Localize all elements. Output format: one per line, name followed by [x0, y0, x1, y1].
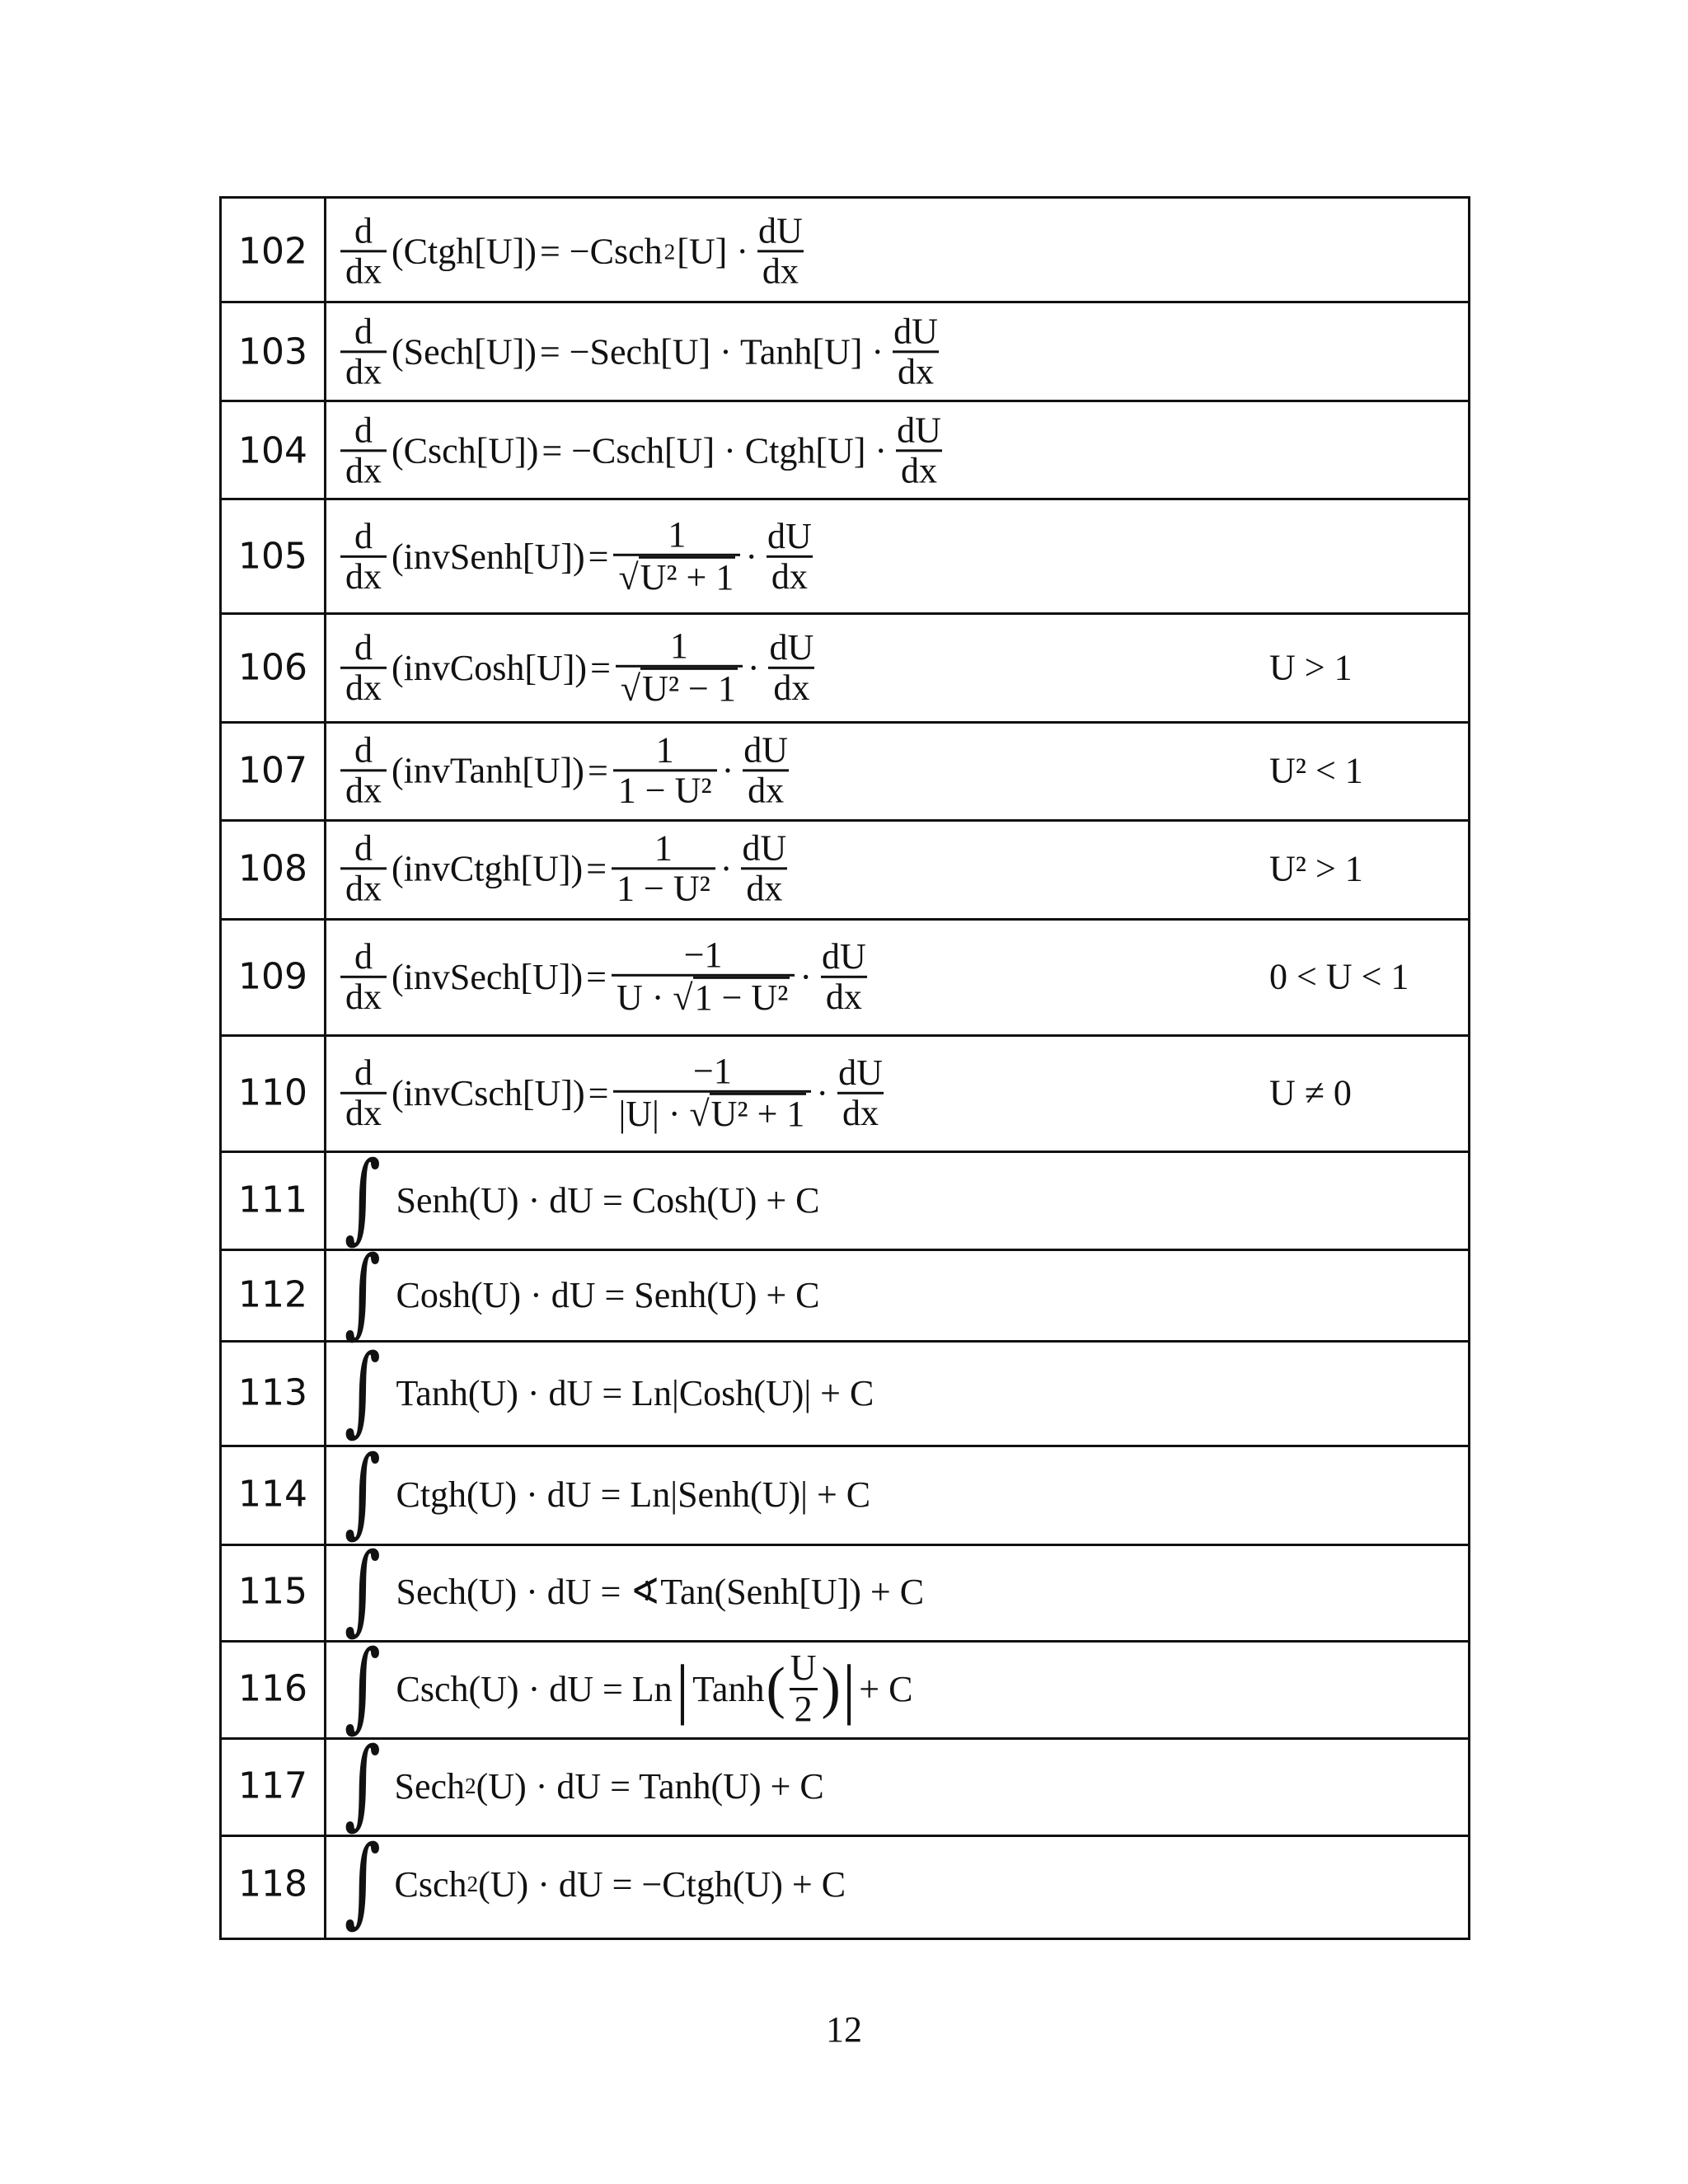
- abs-bar-left: |: [675, 1651, 690, 1726]
- formula-number: 104: [238, 429, 307, 472]
- column-divider: [324, 199, 326, 1938]
- row-separator: [222, 1034, 1468, 1037]
- formula: ∫ Senh(U) · dU = Cosh(U) + C: [344, 1140, 820, 1254]
- formula: ∫ Csch(U) · dU = Ln | Tanh ( $\frac{U}{2}$ ) | + C: [344, 1629, 913, 1742]
- formula-number: 108: [238, 847, 307, 890]
- formula-number: 117: [238, 1765, 307, 1807]
- formula-number: 109: [238, 955, 307, 998]
- formula-number: 102: [238, 230, 307, 273]
- integral-sign: ∫: [344, 1726, 381, 1840]
- formula: ∫ Cosh(U) · dU = Senh(U) + C: [344, 1235, 820, 1348]
- formula-number: 116: [238, 1667, 307, 1710]
- row-separator: [222, 400, 1468, 402]
- formula: ∫ Sech(U) · dU = ∢Tan(Senh[U]) + C: [344, 1531, 925, 1645]
- abs-bar-right: |: [842, 1651, 856, 1726]
- condition: U ≠ 0: [1269, 1072, 1352, 1113]
- formula-number: 103: [238, 330, 307, 373]
- formula: $\frac{d}{dx}$ (Ctgh[U]) = −Csch 2 [U] · $\frac{dU}{dx}$: [337, 212, 811, 290]
- row-separator: [222, 819, 1468, 822]
- condition: 0 < U < 1: [1269, 956, 1409, 997]
- condition: U² > 1: [1269, 848, 1363, 889]
- formula: $\frac{d}{dx}$ (invTanh[U]) = $\frac{1}{\text{1 − U²}}$ · $\frac{dU}{dx}$: [337, 731, 796, 809]
- formula: $\frac{d}{dx}$ (invCtgh[U]) = $\frac{1}{\text{1 − U²}}$ · $\frac{dU}{dx}$: [337, 829, 795, 907]
- formula-number: 113: [238, 1371, 307, 1414]
- formula-number: 105: [238, 535, 307, 578]
- integral-sign: ∫: [344, 1140, 381, 1254]
- formula-number: 111: [238, 1179, 307, 1221]
- integral-sign: ∫: [344, 1235, 381, 1348]
- page-number: 12: [826, 2009, 862, 2050]
- condition: U > 1: [1269, 647, 1353, 688]
- row-separator: [222, 721, 1468, 724]
- integral-sign: ∫: [344, 1629, 381, 1742]
- integral-sign: ∫: [344, 1333, 381, 1446]
- row-separator: [222, 301, 1468, 303]
- d-dx-fraction: $\frac{d}{dx}$: [340, 212, 387, 290]
- formula: $\frac{d}{dx}$ (invSech[U]) = −1 U · √ 1 − U² · $\frac{dU}{dx}$: [337, 936, 874, 1017]
- formula: ∫ Ctgh(U) · dU = Ln|Senh(U)| + C: [344, 1434, 871, 1548]
- row-separator: [222, 498, 1468, 500]
- formula: $\frac{d}{dx}$ (invCsch[U]) = −1 |U| · √ U² + 1 · $\frac{dU}{dx}$: [337, 1052, 891, 1133]
- formula-table: [219, 196, 1470, 1940]
- formula-number: 112: [238, 1273, 307, 1316]
- formula: $\frac{d}{dx}$ (Csch[U]) = −Csch[U] · Ctgh[U] · $\frac{dU}{dx}$: [337, 411, 950, 490]
- formula: ∫ Tanh(U) · dU = Ln|Cosh(U)| + C: [344, 1333, 874, 1446]
- formula-number: 118: [238, 1863, 307, 1905]
- formula: ∫ Csch 2 (U) · dU = −Ctgh(U) + C: [344, 1824, 846, 1938]
- formula: ∫ Sech 2 (U) · dU = Tanh(U) + C: [344, 1726, 824, 1840]
- formula: $\frac{d}{dx}$ (invSenh[U]) = 1 √ U² + 1 · $\frac{dU}{dx}$: [337, 516, 820, 597]
- condition: U² < 1: [1269, 750, 1363, 791]
- formula-number: 114: [238, 1473, 307, 1516]
- formula: $\frac{d}{dx}$ (invCosh[U]) = 1 √ U² − 1 · $\frac{dU}{dx}$: [337, 627, 822, 708]
- row-separator: [222, 612, 1468, 615]
- du-dx-fraction: $\frac{dU}{dx}$: [757, 210, 803, 292]
- formula-number: 107: [238, 749, 307, 792]
- row-separator: [222, 918, 1468, 921]
- integral-sign: ∫: [344, 1434, 381, 1548]
- integral-sign: ∫: [344, 1531, 381, 1645]
- formula-number: 115: [238, 1570, 307, 1613]
- formula-number: 106: [238, 646, 307, 689]
- integral-sign: ∫: [344, 1824, 381, 1938]
- formula-number: 110: [238, 1071, 307, 1114]
- formula: $\frac{d}{dx}$ (Sech[U]) = −Sech[U] · Tanh[U] · $\frac{dU}{dx}$: [337, 312, 946, 391]
